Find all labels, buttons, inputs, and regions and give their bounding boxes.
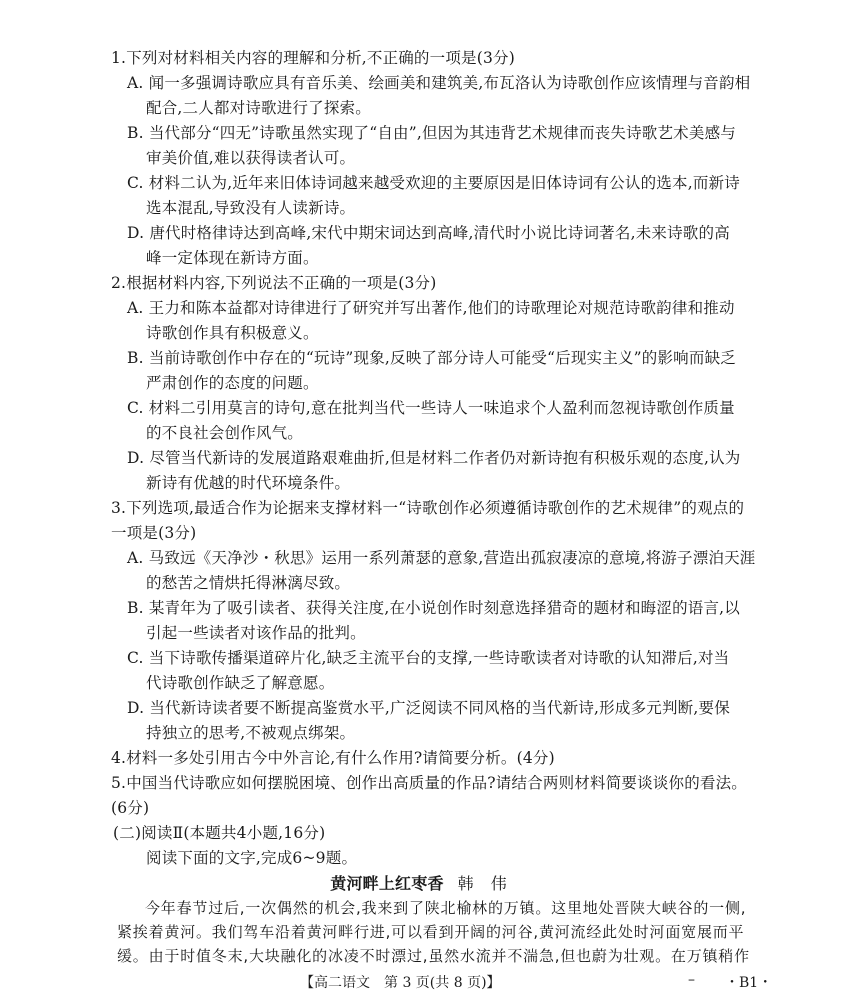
question-3-stem-line2: 一项是(3分) [111,524,197,542]
q1-option-a-line1: A. 闻一多强调诗歌应具有音乐美、绘画美和建筑美,布瓦洛认为诗歌创作应该情理与音韵相 [127,74,751,92]
q1-option-a-line2: 配合,二人都对诗歌进行了探索。 [146,99,371,117]
q3-option-a-line2: 的愁苦之情烘托得淋漓尽致。 [146,574,351,592]
q2-option-a-line2: 诗歌创作具有积极意义。 [146,324,319,342]
q3-option-b-line2: 引起一些读者对该作品的批判。 [146,624,366,642]
article-line-3: 缓。由于时值冬末,大块融化的冰凌不时漂过,虽然水流并不湍急,但也蔚为壮观。在万镇稍作 [117,947,750,965]
section-heading: (二)阅读Ⅱ(本题共4小题,16分) [113,824,326,842]
q2-option-c-line2: 的不良社会创作风气。 [146,424,304,442]
page-footer: 【高二语文 第 3 页(共 8 页)】 [300,975,501,991]
q2-option-a-line1: A. 王力和陈本益都对诗律进行了研究并写出著作,他们的诗歌理论对规范诗歌韵律和推动 [127,299,735,317]
footer-code: ・B1・ [725,975,773,991]
q3-option-b-line1: B. 某青年为了吸引读者、获得关注度,在小说创作时刻意选择猎奇的题材和晦涩的语言,以 [127,599,741,617]
q2-option-d-line2: 新诗有优越的时代环境条件。 [146,474,351,492]
q3-option-c-line2: 代诗歌创作缺乏了解意愿。 [146,674,335,692]
q1-option-d-line2: 峰一定体现在新诗方面。 [146,249,319,267]
q3-option-c-line1: C. 当下诗歌传播渠道碎片化,缺乏主流平台的支撑,一些诗歌读者对诗歌的认知滞后,对当 [127,649,730,667]
question-5-line1: 5.中国当代诗歌应如何摆脱困境、创作出高质量的作品?请结合两则材料简要谈谈你的看法。 [111,774,748,792]
question-2-stem: 2.根据材料内容,下列说法不正确的一项是(3分) [111,274,437,292]
q1-option-d-line1: D. 唐代时格律诗达到高峰,宋代中期宋词达到高峰,清代时小说比诗词著名,未来诗歌的高 [127,224,730,242]
q3-option-d-line2: 持独立的思考,不被观点绑架。 [146,724,356,742]
footer-dash: – [688,972,695,988]
question-1-stem: 1.下列对材料相关内容的理解和分析,不正确的一项是(3分) [111,49,515,67]
q1-option-c-line1: C. 材料二认为,近年来旧体诗词越来越受欢迎的主要原因是旧体诗词有公认的选本,而新诗 [127,174,740,192]
question-4: 4.材料一多处引用古今中外言论,有什么作用?请简要分析。(4分) [111,749,555,767]
article-title: 黄河畔上红枣香 [330,874,444,893]
q1-option-c-line2: 选本混乱,导致没有人读新诗。 [146,199,356,217]
q1-option-b-line1: B. 当代部分“四无”诗歌虽然实现了“自由”,但因为其违背艺术规律而丧失诗歌艺术美感与 [127,124,736,142]
article-line-1: 今年春节过后,一次偶然的机会,我来到了陕北榆林的万镇。这里地处晋陕大峡谷的一侧, [145,899,747,917]
q2-option-b-line1: B. 当前诗歌创作中存在的“玩诗”现象,反映了部分诗人可能受“后现实主义”的影响而缺乏 [127,349,736,367]
section-instruction: 阅读下面的文字,完成6~9题。 [146,849,358,867]
q3-option-a-line1: A. 马致远《天净沙・秋思》运用一系列萧瑟的意象,营造出孤寂凄凉的意境,将游子漂泊天涯 [127,549,756,567]
q2-option-d-line1: D. 尽管当代新诗的发展道路艰难曲折,但是材料二作者仍对新诗抱有积极乐观的态度,认为 [127,449,741,467]
question-3-stem-line1: 3.下列选项,最适合作为论据来支撑材料一“诗歌创作必须遵循诗歌创作的艺术规律”的观点的 [111,499,745,517]
question-5-line2: (6分) [111,799,150,817]
q2-option-c-line1: C. 材料二引用莫言的诗句,意在批判当代一些诗人一味追求个人盈利而忽视诗歌创作质量 [127,399,735,417]
q3-option-d-line1: D. 当代新诗读者要不断提高鉴赏水平,广泛阅读不同风格的当代新诗,形成多元判断,要保 [127,699,730,717]
q2-option-b-line2: 严肃创作的态度的问题。 [146,374,319,392]
article-title-row [0,874,843,894]
article-line-2: 紧挨着黄河。我们驾车沿着黄河畔行进,可以看到开阔的河谷,黄河流经此处时河面宽展而平 [117,923,745,941]
q1-option-b-line2: 审美价值,难以获得读者认可。 [146,149,356,167]
article-author: 韩 伟 [457,874,513,893]
